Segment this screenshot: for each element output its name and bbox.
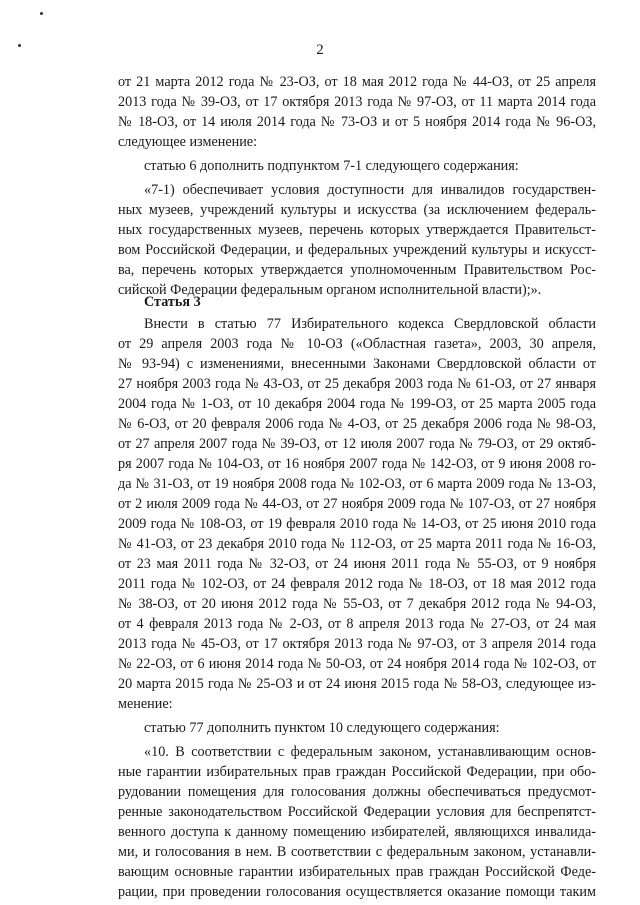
paragraph-line: статью 77 дополнить пунктом 10 следующего содержания: <box>144 720 500 736</box>
paragraph-line: 2009 года № 108-ОЗ, от 19 февраля 2010 года № 14-ОЗ, от 25 июня 2010 года <box>118 516 596 532</box>
scan-mark-dot <box>40 12 43 15</box>
paragraph-line: 2013 года № 39-ОЗ, от 17 октября 2013 года № 97-ОЗ, от 11 марта 2014 года <box>118 94 596 110</box>
paragraph-line: сийской Федерации федеральным органом исполнительной власти);». <box>118 282 542 298</box>
paragraph-line: Внести в статью 77 Избирательного кодекса Свердловской области <box>144 316 596 332</box>
paragraph-line: от 2 июля 2009 года № 44-ОЗ, от 27 ноября 2009 года № 107-ОЗ, от 27 ноября <box>118 496 596 512</box>
paragraph-line: № 18-ОЗ, от 14 июля 2014 года № 73-ОЗ и от 5 ноября 2014 года № 96-ОЗ, <box>118 114 596 130</box>
page-number: 2 <box>316 42 324 58</box>
paragraph-line: 2013 года № 45-ОЗ, от 17 октября 2013 года № 97-ОЗ, от 3 апреля 2014 года <box>118 636 596 652</box>
paragraph-line: ных музеев, учреждений культуры и искусства (за исключением федераль- <box>118 202 596 218</box>
paragraph-line: № 41-ОЗ, от 23 декабря 2010 года № 112-ОЗ, от 25 марта 2011 года № 16-ОЗ, <box>118 536 596 552</box>
paragraph-line: рудовании помещения для голосования должны обеспечиваться предусмот- <box>118 784 596 800</box>
article-heading: Статья 3 <box>144 294 201 310</box>
paragraph-line: от 4 февраля 2013 года № 2-ОЗ, от 8 апреля 2013 года № 27-ОЗ, от 24 мая <box>118 616 596 632</box>
paragraph-line: 27 ноября 2003 года № 43-ОЗ, от 25 декабря 2003 года № 61-ОЗ, от 27 января <box>118 376 596 392</box>
paragraph-line: ные гарантии избирательных прав граждан Российской Федерации, при обо- <box>118 764 596 780</box>
paragraph-line: ва, перечень которых утверждается уполномоченным Правительством Рос- <box>118 262 596 278</box>
paragraph-line: ря 2007 года № 104-ОЗ, от 16 ноября 2007 года № 142-ОЗ, от 9 июня 2008 го- <box>118 456 596 472</box>
paragraph-line: 20 марта 2015 года № 25-ОЗ и от 24 июня 2015 года № 58-ОЗ, следующее из- <box>118 676 596 692</box>
paragraph-line: «7-1) обеспечивает условия доступности для инвалидов государствен- <box>144 182 596 198</box>
paragraph-line: от 21 марта 2012 года № 23-ОЗ, от 18 мая 2012 года № 44-ОЗ, от 25 апреля <box>118 74 596 90</box>
paragraph-line: № 38-ОЗ, от 20 июня 2012 года № 55-ОЗ, от 7 декабря 2012 года № 94-ОЗ, <box>118 596 596 612</box>
paragraph-line: № 22-ОЗ, от 6 июня 2014 года № 50-ОЗ, от 24 ноября 2014 года № 102-ОЗ, от <box>118 656 596 672</box>
paragraph-line: ми, и голосования в нем. В соответствии с федеральным законом, устанавли- <box>118 844 596 860</box>
paragraph-line: да № 31-ОЗ, от 19 ноября 2008 года № 102-ОЗ, от 6 марта 2009 года № 13-ОЗ, <box>118 476 596 492</box>
paragraph-line: вающим основные гарантии избирательных прав граждан Российской Феде- <box>118 864 596 880</box>
paragraph-line: вом Российской Федерации, и федеральных учреждений культуры и искусст- <box>118 242 596 258</box>
paragraph-line: ренные законодательством Российской Федерации условия для беспрепятст- <box>118 804 596 820</box>
paragraph-line: от 23 мая 2011 года № 32-ОЗ, от 24 июня 2011 года № 55-ОЗ, от 9 ноября <box>118 556 596 572</box>
paragraph-line: от 27 апреля 2007 года № 39-ОЗ, от 12 июля 2007 года № 79-ОЗ, от 29 октяб- <box>118 436 596 452</box>
paragraph-line: № 93-94) с изменениями, внесенными Законами Свердловской области от <box>118 356 596 372</box>
paragraph-line: рации, при проведении голосования осуществляется оказание помощи таким <box>118 884 596 900</box>
paragraph-line: ных государственных музеев, перечень которых утверждается Правительст- <box>118 222 596 238</box>
paragraph-line: № 6-ОЗ, от 20 февраля 2006 года № 4-ОЗ, от 25 декабря 2006 года № 98-ОЗ, <box>118 416 596 432</box>
paragraph-line: статью 6 дополнить подпунктом 7-1 следующего содержания: <box>144 158 519 174</box>
paragraph-line: 2011 года № 102-ОЗ, от 24 февраля 2012 года № 18-ОЗ, от 18 мая 2012 года <box>118 576 596 592</box>
paragraph-line: «10. В соответствии с федеральным законом, устанавливающим основ- <box>144 744 596 760</box>
paragraph-line: венного доступа к данному помещению избирателей, являющихся инвалида- <box>118 824 596 840</box>
paragraph-line: от 29 апреля 2003 года № 10-ОЗ («Областная газета», 2003, 30 апреля, <box>118 336 596 352</box>
paragraph-line: менение: <box>118 696 173 712</box>
paragraph-line: следующее изменение: <box>118 134 258 150</box>
paragraph-line: 2004 года № 1-ОЗ, от 10 декабря 2004 года № 199-ОЗ, от 25 марта 2005 года <box>118 396 596 412</box>
